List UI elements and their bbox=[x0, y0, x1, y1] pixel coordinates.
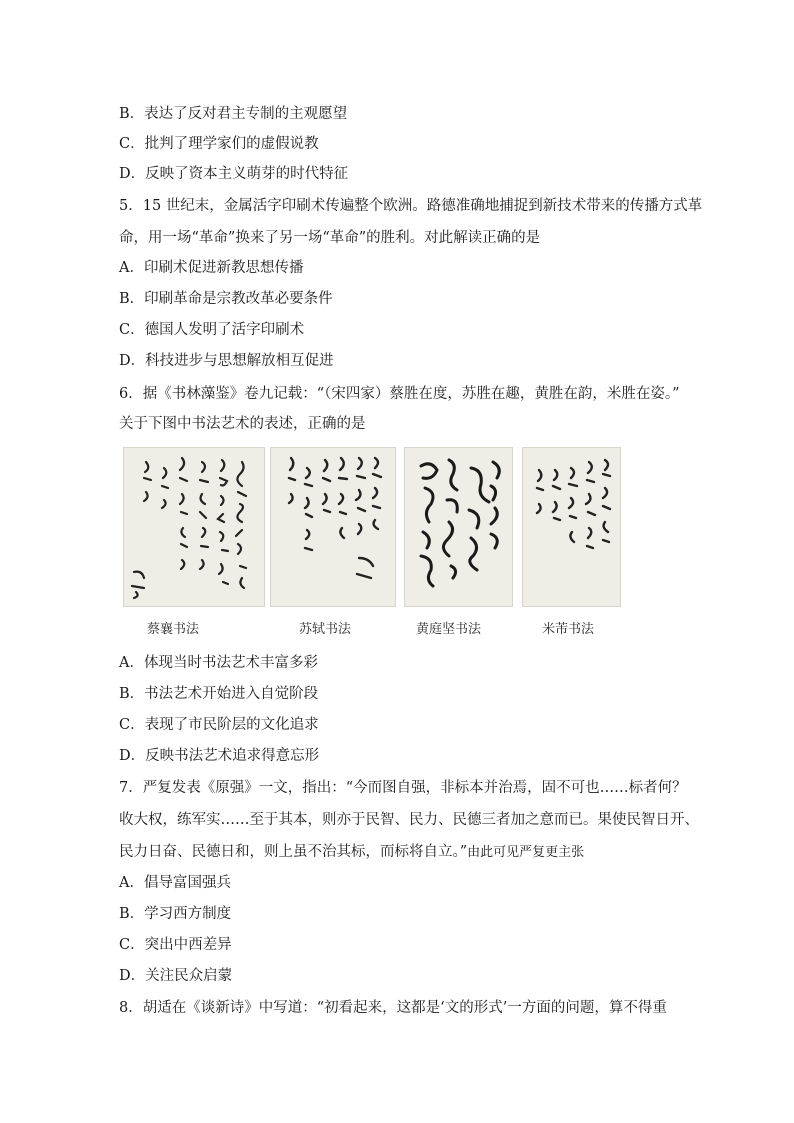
q7-stem-line-3-question: 由此可见严复更主张 bbox=[467, 845, 585, 860]
q5-option-c: C．德国人发明了活字印刷术 bbox=[119, 322, 305, 338]
q4-option-d: D．反映了资本主义萌芽的时代特征 bbox=[119, 166, 349, 182]
q6-option-d: D．反映书法艺术追求得意忘形 bbox=[119, 748, 320, 764]
q5-option-a: A．印刷术促进新教思想传播 bbox=[119, 260, 304, 276]
q5-option-d: D．科技进步与思想解放相互促进 bbox=[119, 353, 334, 369]
su-shi-calligraphy-image bbox=[270, 447, 396, 607]
q7-option-b: B．学习西方制度 bbox=[119, 906, 232, 922]
q5-option-b: B．印刷革命是宗教改革必要条件 bbox=[119, 291, 333, 307]
huang-tingjian-calligraphy-image bbox=[404, 447, 513, 607]
q6-option-c: C．表现了市民阶层的文化追求 bbox=[119, 717, 319, 733]
caption-huang-tingjian: 黄庭坚书法 bbox=[416, 622, 482, 637]
q6-option-a: A．体现当时书法艺术丰富多彩 bbox=[119, 655, 318, 671]
q7-option-a: A．倡导富国强兵 bbox=[119, 875, 231, 891]
cai-xiang-calligraphy-image bbox=[123, 447, 265, 607]
q7-option-d: D．关注民众启蒙 bbox=[119, 968, 233, 984]
calligraphy-figure bbox=[123, 447, 623, 605]
caption-cai-xiang: 蔡襄书法 bbox=[147, 622, 200, 637]
caption-su-shi: 苏轼书法 bbox=[299, 622, 352, 637]
caption-mi-fu: 米芾书法 bbox=[542, 622, 595, 637]
mi-fu-calligraphy-image bbox=[522, 447, 621, 607]
q7-option-c: C．突出中西差异 bbox=[119, 937, 232, 953]
q6-option-b: B．书法艺术开始进入自觉阶段 bbox=[119, 686, 319, 702]
q8-stem-line-1: 8．胡适在《谈新诗》中写道：“初看起来，这都是‘文的形式’一方面的问题，算不得重 bbox=[119, 1000, 667, 1016]
q5-stem-line-1: 5．15 世纪末，金属活字印刷术传遍整个欧洲。路德准确地捕捉到新技术带来的传播方式革 bbox=[119, 198, 703, 214]
q4-option-b: B．表达了反对君主专制的主观愿望 bbox=[119, 106, 348, 122]
q5-stem-line-2: 命，用一场“革命”换来了另一场“革命”的胜利。对此解读正确的是 bbox=[119, 230, 541, 246]
q6-stem-line-1: 6．据《书林藻鉴》卷九记载：“（宋四家）蔡胜在度，苏胜在趣，黄胜在韵，米胜在姿。” bbox=[119, 386, 680, 402]
q7-stem-line-3-quote: 民力日奋、民德日和，则上虽不治其标，而标将自立。” bbox=[119, 844, 468, 860]
q7-stem-line-3 bbox=[119, 842, 584, 863]
q4-option-c: C．批判了理学家们的虚假说教 bbox=[119, 136, 319, 152]
q7-stem-line-2: 收大权，练军实……至于其本，则亦于民智、民力、民德三者加之意而已。果使民智日开、 bbox=[119, 812, 699, 828]
q6-stem-line-2: 关于下图中书法艺术的表述，正确的是 bbox=[119, 416, 366, 432]
q7-stem-line-1: 7．严复发表《原强》一文，指出：“今而图自强，非标本并治焉，固不可也……标者何？ bbox=[119, 780, 687, 796]
